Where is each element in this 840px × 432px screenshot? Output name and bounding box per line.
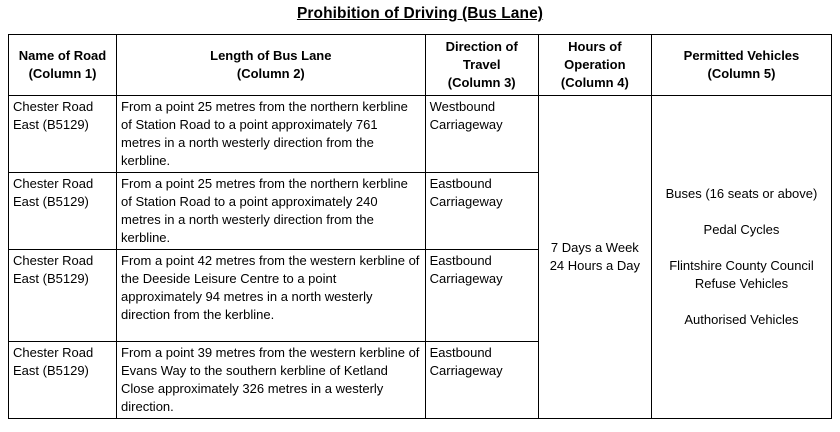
vehicle-council-line1: Flintshire County Council [669,258,814,273]
header-row [9,35,832,96]
road-name-cell: Chester Road East (B5129) [9,96,117,173]
header-direction-of-travel: Direction of Travel (Column 3) [425,35,538,96]
header-hours-of-operation: Hours of Operation (Column 4) [538,35,651,96]
bus-lane-length-cell: From a point 25 metres from the northern kerbline of Station Road to a point approximately 761 metres in a north westerly direction from the kerbline. [117,96,426,173]
hours-of-operation-cell: 7 Days a Week 24 Hours a Day [538,96,651,419]
vehicle-council-line2: Refuse Vehicles [694,276,789,291]
header-length-of-bus-lane: Length of Bus Lane (Column 2) [117,35,426,96]
bus-lane-length-cell: From a point 25 metres from the northern kerbline of Station Road to a point approximately 240 metres in a north westerly direction from the kerbline. [117,173,426,250]
header-permitted-vehicles: Permitted Vehicles (Column 5) [651,35,831,96]
direction-cell: Westbound Carriageway [425,96,538,173]
table-row [9,96,832,173]
vehicle-authorised: Authorised Vehicles [684,312,799,327]
document-title: Prohibition of Driving (Bus Lane) [296,5,544,22]
bus-lane-length-cell: From a point 39 metres from the western kerbline of Evans Way to the southern kerbline of Ketland Close approximately 326 metres in a westerly direction. [117,342,426,419]
permitted-vehicles-cell [651,96,831,419]
header-name-of-road: Name of Road (Column 1) [9,35,117,96]
bus-lane-length-cell: From a point 42 metres from the western kerbline of the Deeside Leisure Centre to a point approximately 94 metres in a north westerly direction from the kerbline. [117,250,426,342]
road-name-cell: Chester Road East (B5129) [9,173,117,250]
road-name-cell: Chester Road East (B5129) [9,342,117,419]
direction-cell: Eastbound Carriageway [425,173,538,250]
bus-lane-table [8,34,832,419]
vehicle-pedal-cycles: Pedal Cycles [703,222,780,237]
road-name-cell: Chester Road East (B5129) [9,250,117,342]
direction-cell: Eastbound Carriageway [425,342,538,419]
vehicle-buses: Buses (16 seats or above) [665,186,818,201]
direction-cell: Eastbound Carriageway [425,250,538,342]
